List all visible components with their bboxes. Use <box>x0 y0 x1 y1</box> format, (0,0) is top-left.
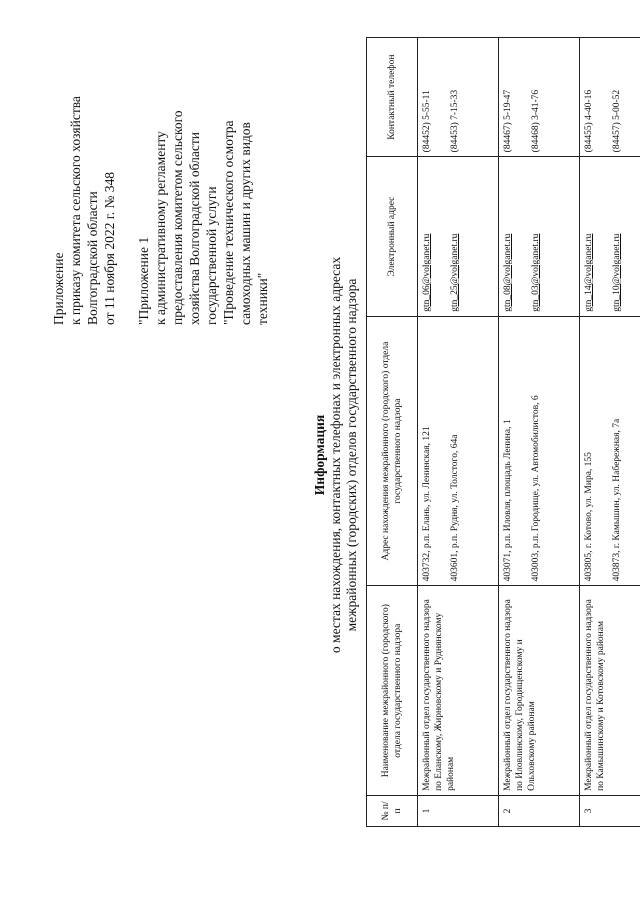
appendix-line: Волгоградской области <box>85 191 100 325</box>
header-phone: Контактный телефон <box>367 38 418 157</box>
phone: (84452) 5-55-11 <box>422 90 432 153</box>
appendix-line: государственной услуги <box>204 186 219 325</box>
appendix-line: Приложение <box>51 252 66 325</box>
table-header-row <box>367 38 418 827</box>
phone: (84467) 5-19-47 <box>503 89 513 153</box>
email-cell <box>418 157 499 316</box>
phone: (84468) 3-41-76 <box>531 89 541 153</box>
address: 403003, р.п. Городище, ул. Автомобилистов, 6 <box>531 395 541 582</box>
department-name: Межрайонный отдел государственного надзора по Еланскому, Жирновскому и Руднянскому районам <box>418 586 499 796</box>
table-row <box>499 38 580 827</box>
department-name: Межрайонный отдел государственного надзора по Камышинскому и Котовскому районам <box>580 586 640 796</box>
departments-table <box>366 37 640 827</box>
phone: (84457) 5-00-52 <box>612 89 622 153</box>
header-department-name: Наименование межрайонного (городского) отдела государственного надзора <box>367 586 418 796</box>
row-number: 3 <box>580 795 640 826</box>
row-number: 2 <box>499 795 580 826</box>
appendix-spacer <box>118 25 135 325</box>
email-cell <box>499 157 580 316</box>
appendix-line: от 11 ноября 2022 г. № 348 <box>102 172 117 325</box>
table-row <box>580 38 640 827</box>
document-subtitle: о местах нахождения, контактных телефонах и электронных адресах <box>328 256 343 654</box>
address-cell <box>418 316 499 586</box>
header-number: № п/п <box>367 795 418 826</box>
address: 403805, г. Котово, ул. Мира, 155 <box>584 452 594 582</box>
row-number: 1 <box>418 795 499 826</box>
table-row <box>418 38 499 827</box>
department-name: Межрайонный отдел государственного надзора по Иловлинскому, Городищенскому и Ольховскому районам <box>499 586 580 796</box>
phone: (84453) 7-15-33 <box>450 89 460 153</box>
email-link[interactable]: gtn_06@volganet.ru <box>422 233 432 312</box>
phone-cell <box>499 38 580 157</box>
appendix-line: к административному регламенту <box>153 131 168 325</box>
email-link[interactable]: gtn_25@volganet.ru <box>450 233 460 312</box>
phone-cell <box>580 38 640 157</box>
address-cell <box>580 316 640 586</box>
email-link[interactable]: gtn_08@volganet.ru <box>503 233 513 312</box>
email-link[interactable]: gtn_14@volganet.ru <box>584 233 594 312</box>
address: 403732, р.п. Елань, ул. Ленинская, 121 <box>422 426 432 582</box>
email-link[interactable]: gtn_10@volganet.ru <box>612 233 622 312</box>
header-email: Электронный адрес <box>367 157 418 316</box>
address: 403071, р.п. Иловля, площадь Ленина, 1 <box>503 419 513 582</box>
document-subtitle: межрайонных (городских) отделов государственного надзора <box>344 278 359 632</box>
phone-cell <box>418 38 499 157</box>
address-cell <box>499 316 580 586</box>
phone: (84455) 4-40-16 <box>584 89 594 153</box>
email-link[interactable]: gtn_03@volganet.ru <box>531 233 541 312</box>
appendix-line: предоставления комитетом сельского <box>170 110 185 325</box>
address: 403873, г. Камышин, ул. Набережная, 7а <box>612 418 622 582</box>
appendix-line: к приказу комитета сельского хозяйства <box>68 96 83 325</box>
document-title: Информация <box>312 414 327 496</box>
appendix-line: хозяйства Волгоградской области <box>187 132 202 325</box>
email-cell <box>580 157 640 316</box>
appendix-line: "Приложение 1 <box>136 236 151 325</box>
appendix-line: "Проведение технического осмотра <box>221 120 236 325</box>
appendix-block <box>50 25 271 325</box>
appendix-line: самоходных машин и других видов <box>238 122 253 325</box>
address: 403601, р.п. Рудня, ул. Толстого, 64а <box>450 434 460 582</box>
appendix-line: техники" <box>255 272 270 325</box>
header-address: Адрес нахождения межрайонного (городского) отдела государственного надзора <box>367 316 418 586</box>
